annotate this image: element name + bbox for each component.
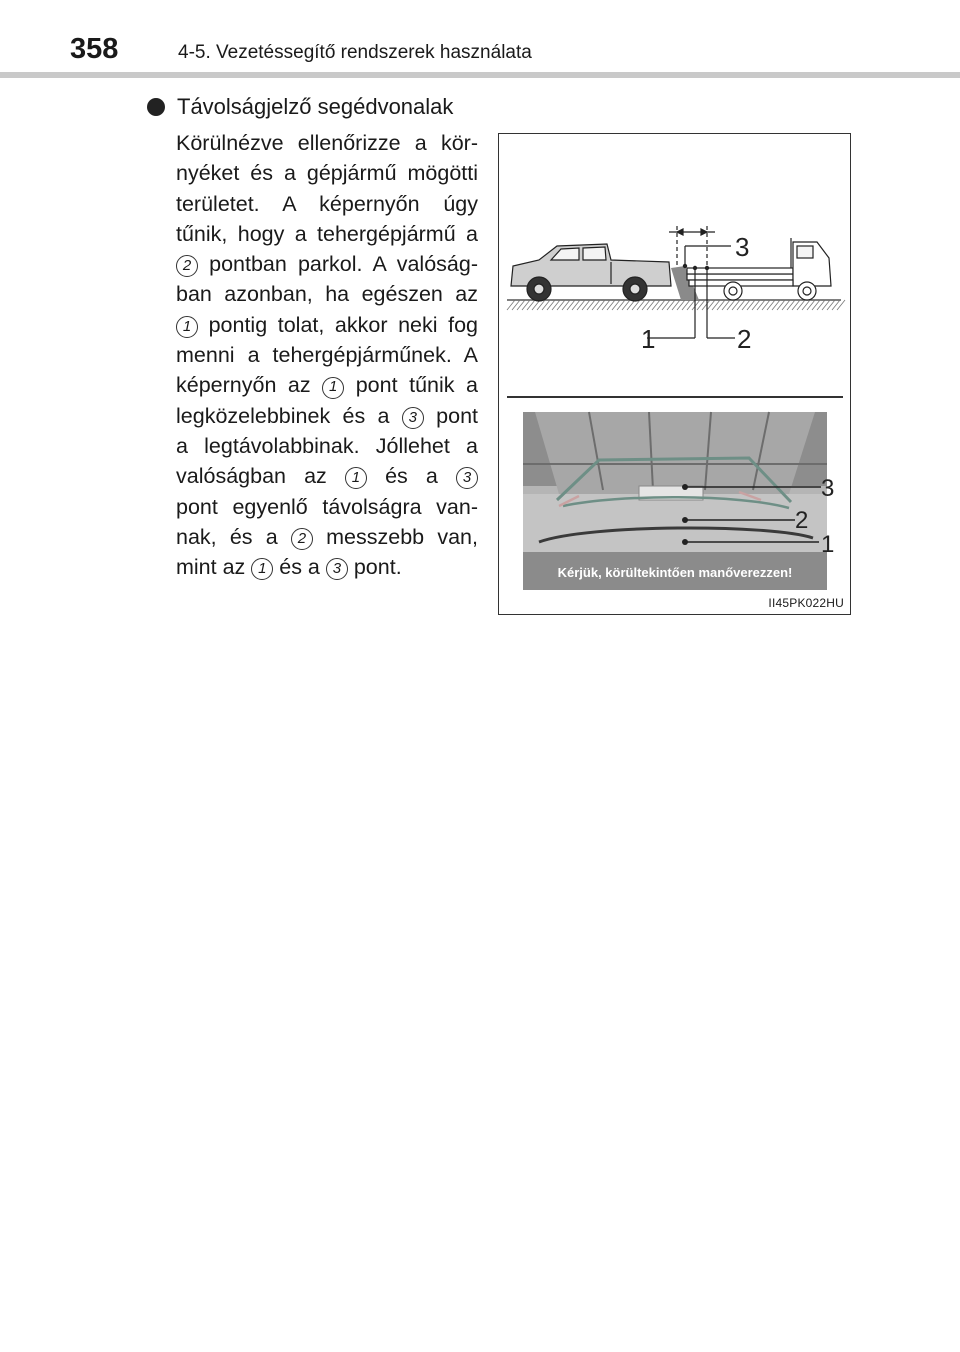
- hatch-line: [572, 300, 580, 310]
- hatch-line: [622, 300, 630, 310]
- hatch-line: [802, 300, 810, 310]
- body-text-run: pontban parkol. A valóság-: [198, 252, 478, 277]
- hatch-line: [617, 300, 625, 310]
- hatch-line: [747, 300, 755, 310]
- hatch-line: [507, 300, 515, 310]
- hatch-line: [827, 300, 835, 310]
- body-text-run: mint az: [176, 555, 252, 580]
- hatch-line: [797, 300, 805, 310]
- body-text-run: pont tűnik a: [344, 373, 479, 398]
- bullet-icon: [147, 98, 165, 116]
- hatch-line: [657, 300, 665, 310]
- hatch-line: [527, 300, 535, 310]
- body-text-run: legközelebbinek és a: [176, 403, 402, 428]
- body-line: [176, 552, 478, 582]
- body-line: [176, 128, 478, 158]
- point-marker: [682, 517, 688, 523]
- body-text-run: menni a tehergépjárműnek. A: [176, 343, 478, 368]
- hatch-line: [547, 300, 555, 310]
- hatch-line: [737, 300, 745, 310]
- hatch-line: [582, 300, 590, 310]
- body-line: [176, 158, 478, 188]
- circled-number-icon: 1: [176, 316, 198, 338]
- hatch-line: [767, 300, 775, 310]
- body-text-run: és a: [273, 555, 326, 580]
- hatch-line: [727, 300, 735, 310]
- hatch-line: [692, 300, 700, 310]
- body-line: [176, 189, 478, 219]
- point-marker: [682, 484, 688, 490]
- hatch-line: [552, 300, 560, 310]
- hatch-line: [557, 300, 565, 310]
- body-line: [176, 279, 478, 309]
- circled-number-icon: 1: [322, 377, 344, 399]
- callout-top-1: 1: [641, 324, 656, 354]
- hatch-line: [607, 300, 615, 310]
- body-text-run: pont egyenlő távolságra van-: [176, 494, 478, 519]
- parking-illustration: [499, 134, 849, 613]
- hatch-line: [662, 300, 670, 310]
- circled-number-icon: 3: [402, 407, 424, 429]
- hatch-line: [602, 300, 610, 310]
- hatch-line: [672, 300, 680, 310]
- body-line: [176, 461, 478, 491]
- point-marker: [682, 539, 688, 545]
- circled-number-icon: 3: [326, 558, 348, 580]
- hatch-line: [722, 300, 730, 310]
- body-line: [176, 431, 478, 461]
- body-text-run: a legtávolabbinak. Jóllehet a: [176, 433, 478, 458]
- hatch-line: [562, 300, 570, 310]
- callout-bottom-3: 3: [821, 475, 835, 502]
- hatch-line: [512, 300, 520, 310]
- hatch-line: [757, 300, 765, 310]
- pickup-truck-icon: [511, 244, 671, 301]
- point-marker: [693, 266, 697, 270]
- figure-code: II45PK022HU: [768, 596, 844, 610]
- hatch-line: [612, 300, 620, 310]
- body-line: [176, 401, 478, 431]
- body-text-run: valóságban az: [176, 464, 345, 489]
- hatch-line: [647, 300, 655, 310]
- hatch-line: [782, 300, 790, 310]
- hatch-line: [642, 300, 650, 310]
- hatch-line: [777, 300, 785, 310]
- body-text-run: pont: [423, 403, 478, 428]
- body-text-run: ban azonban, ha egészen az: [176, 282, 478, 307]
- circled-number-icon: 1: [251, 558, 273, 580]
- body-text-run: Körülnézve ellenőrizze a kör-: [176, 131, 478, 155]
- header-divider: [0, 72, 960, 78]
- hatch-line: [812, 300, 820, 310]
- hatch-line: [792, 300, 800, 310]
- hatch-line: [637, 300, 645, 310]
- body-paragraph: [176, 128, 478, 582]
- callout-bottom-2: 2: [795, 507, 809, 534]
- body-line: [176, 249, 478, 279]
- hatch-line: [667, 300, 675, 310]
- body-text-run: nak, és a: [176, 524, 291, 549]
- page-number: 358: [70, 33, 119, 65]
- hatch-line: [807, 300, 815, 310]
- body-line: [176, 340, 478, 370]
- screen-warning-message: Kérjük, körültekintően manőverezzen!: [557, 565, 793, 580]
- hatch-line: [707, 300, 715, 310]
- hatch-line: [592, 300, 600, 310]
- body-text-run: nyéket és a gépjármű mögötti: [176, 161, 478, 186]
- hatch-line: [597, 300, 605, 310]
- hatch-line: [717, 300, 725, 310]
- hatch-line: [732, 300, 740, 310]
- circled-number-icon: 3: [456, 467, 478, 489]
- hatch-line: [762, 300, 770, 310]
- body-text-run: tűnik, hogy a tehergépjármű a: [176, 221, 478, 246]
- hatch-line: [822, 300, 830, 310]
- body-line: [176, 310, 478, 340]
- illustration-figure: [498, 133, 851, 615]
- hatch-line: [837, 300, 845, 310]
- section-title: 4-5. Vezetéssegítő rendszerek használata: [178, 42, 532, 63]
- body-line: [176, 522, 478, 552]
- hatch-line: [752, 300, 760, 310]
- hatch-line: [817, 300, 825, 310]
- circled-number-icon: 2: [291, 528, 313, 550]
- body-line: [176, 219, 478, 249]
- hatch-line: [652, 300, 660, 310]
- body-text-run: képernyőn az: [176, 373, 323, 398]
- hatch-line: [517, 300, 525, 310]
- hatch-line: [742, 300, 750, 310]
- circled-number-icon: 1: [345, 467, 367, 489]
- bullet-heading: [147, 94, 453, 120]
- camera-screen: [523, 412, 827, 590]
- heading-text: Távolságjelző segédvonalak: [177, 94, 454, 119]
- body-line: [176, 492, 478, 522]
- body-text-run: területet. A képernyőn úgy: [176, 191, 478, 216]
- callout-bottom-1: 1: [821, 531, 835, 558]
- body-text-run: pont.: [347, 555, 402, 580]
- hatch-line: [682, 300, 690, 310]
- hatch-line: [587, 300, 595, 310]
- body-line: [176, 370, 478, 400]
- callout-top-3: 3: [735, 232, 750, 262]
- point-marker: [705, 266, 709, 270]
- point-marker: [683, 264, 687, 268]
- hatch-line: [687, 300, 695, 310]
- hatch-line: [577, 300, 585, 310]
- hatch-line: [702, 300, 710, 310]
- hatch-line: [832, 300, 840, 310]
- body-text-run: és a: [366, 464, 456, 489]
- circled-number-icon: 2: [176, 255, 198, 277]
- hatch-line: [712, 300, 720, 310]
- hatch-line: [677, 300, 685, 310]
- hatch-line: [697, 300, 705, 310]
- hatch-line: [567, 300, 575, 310]
- hatch-line: [542, 300, 550, 310]
- hatch-line: [787, 300, 795, 310]
- callout-top-2: 2: [737, 324, 752, 354]
- body-text-run: pontig tolat, akkor neki fog: [198, 312, 478, 337]
- hatch-line: [772, 300, 780, 310]
- body-text-run: messzebb van,: [312, 524, 478, 549]
- hatch-line: [522, 300, 530, 310]
